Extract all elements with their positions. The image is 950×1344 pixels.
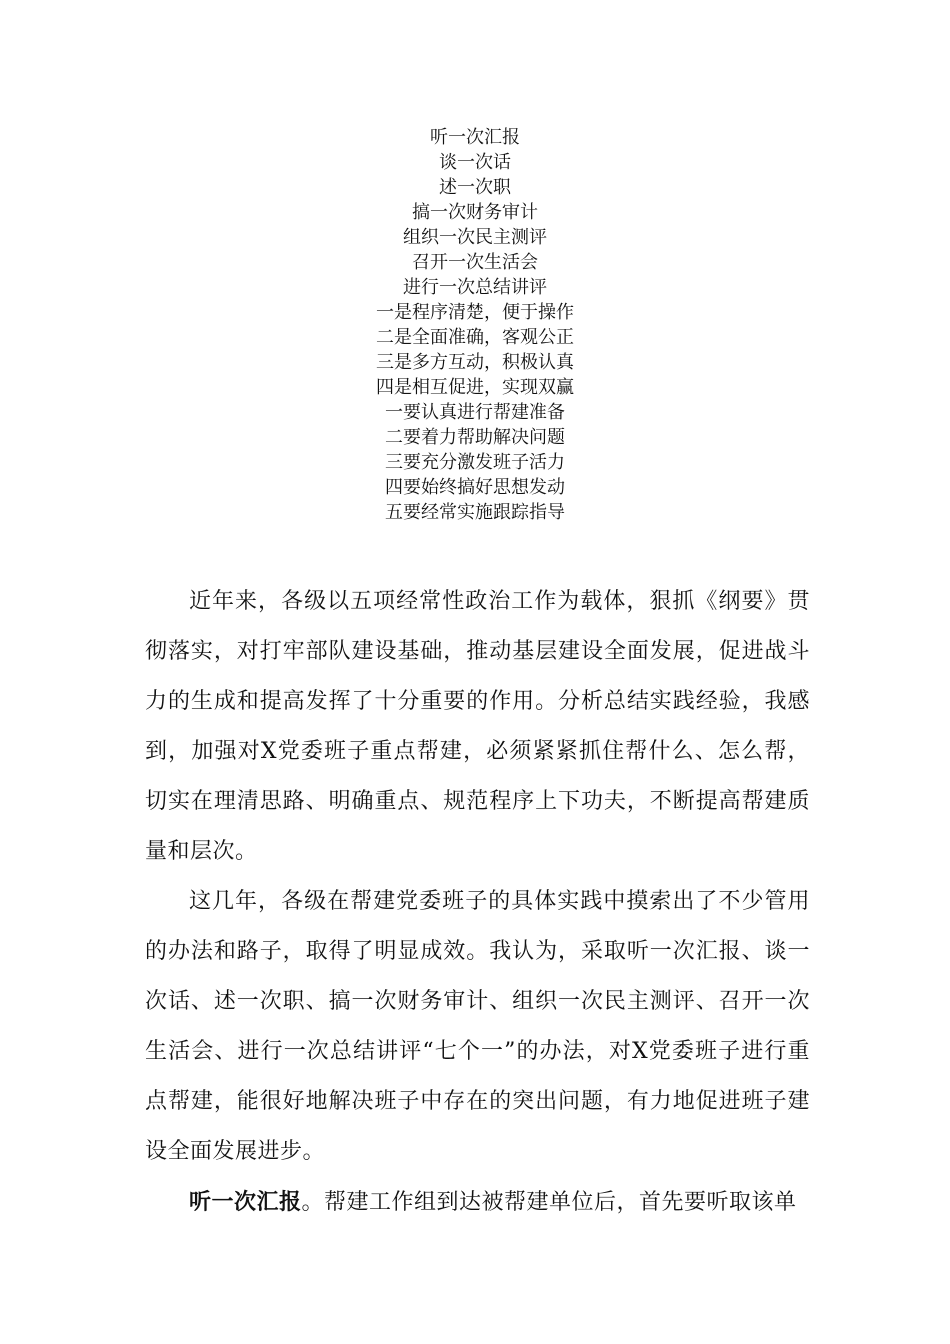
outline-item: 谈一次话 bbox=[439, 152, 511, 173]
outline-item: 听一次汇报 bbox=[430, 127, 520, 148]
outline-item: 述一次职 bbox=[439, 177, 511, 198]
outline-item: 二要着力帮助解决问题 bbox=[385, 427, 565, 448]
paragraph-intro: 近年来，各级以五项经常性政治工作为载体，狠抓《纲要》贯彻落实，对打牢部队建设基础，推动基层建设全面发展，促进战斗力的生成和提高发挥了十分重要的作用。分析总结实践经验，我感到，加强对X党委班子重点帮建，必须紧紧抓住帮什么、怎么帮，切实在理清思路、明确重点、规范程序上下功夫，不断提高帮建质量和层次。 bbox=[145, 589, 810, 864]
outline-item: 进行一次总结讲评 bbox=[403, 277, 547, 298]
outline-item: 四要始终搞好思想发动 bbox=[385, 477, 565, 498]
body-text bbox=[145, 577, 810, 1228]
outline-item: 搞一次财务审计 bbox=[412, 202, 538, 223]
outline-item: 二是全面准确，客观公正 bbox=[376, 327, 574, 348]
paragraph-lead-heading: 听一次汇报 bbox=[189, 1189, 302, 1215]
outline-item: 三要充分激发班子活力 bbox=[385, 452, 565, 473]
outline-item: 一是程序清楚，便于操作 bbox=[376, 302, 574, 323]
paragraph-method: 这几年，各级在帮建党委班子的具体实践中摸索出了不少管用的办法和路子，取得了明显成效。我认为，采取听一次汇报、谈一次话、述一次职、搞一次财务审计、组织一次民主测评、召开一次生活会、进行一次总结讲评“七个一”的办法，对X党委班子进行重点帮建，能很好地解决班子中存在的突出问题，有力地促进班子建设全面发展进步。 bbox=[145, 889, 810, 1164]
outline-item: 五要经常实施跟踪指导 bbox=[385, 502, 565, 523]
outline-list bbox=[0, 125, 950, 525]
outline-item: 组织一次民主测评 bbox=[403, 227, 547, 248]
outline-item: 一要认真进行帮建准备 bbox=[385, 402, 565, 423]
outline-item: 三是多方互动，积极认真 bbox=[376, 352, 574, 373]
paragraph-report bbox=[145, 1177, 810, 1228]
outline-item: 召开一次生活会 bbox=[412, 252, 538, 273]
paragraph-report-text: 。帮建工作组到达被帮建单位后，首先要听取该单 bbox=[301, 1190, 797, 1215]
outline-item: 四是相互促进，实现双赢 bbox=[376, 377, 574, 398]
